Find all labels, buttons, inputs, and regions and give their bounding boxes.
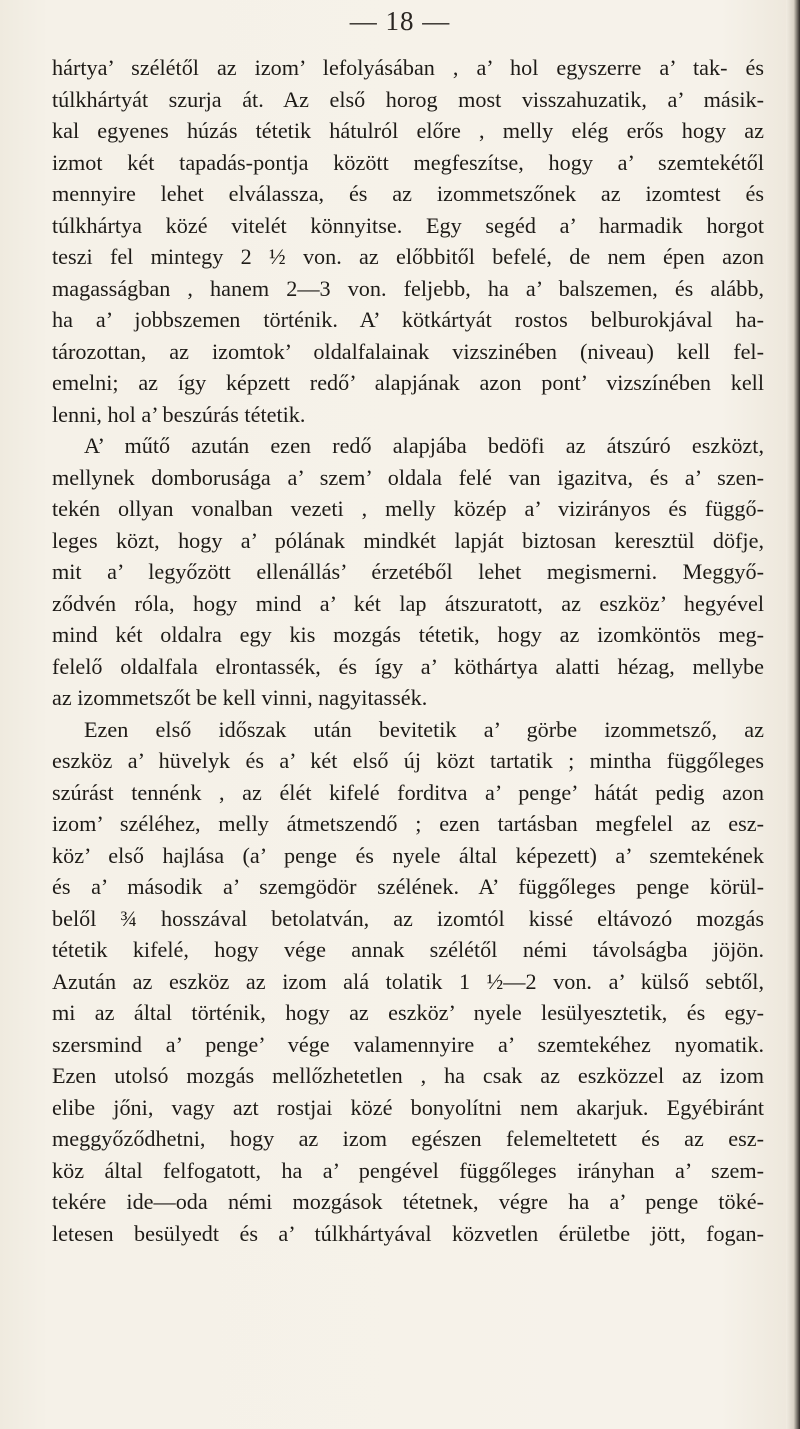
- page-edge-shadow: [786, 0, 800, 1429]
- body-text: [52, 52, 764, 1249]
- text-line: emelni; az így képzett redő’ alapjának azon pont’ vizszínében kell: [52, 370, 764, 395]
- text-line: mind két oldalra egy kis mozgás tétetik, hogy az izomköntös meg-: [52, 622, 764, 647]
- text-line: meggyőződhetni, hogy az izom egészen felemeltetett és az esz-: [52, 1126, 764, 1151]
- text-line: izom’ széléhez, melly átmetszendő ; ezen tartásban megfelel az esz-: [52, 811, 764, 836]
- text-line: ha a’ jobbszemen történik. A’ kötkártyát rostos belburokjával ha-: [52, 307, 764, 332]
- text-line: túlkhártya közé vitelét könnyitse. Egy segéd a’ harmadik horgot: [52, 212, 764, 238]
- paragraph-end-line: lenni, hol a’ beszúrás tétetik.: [52, 401, 306, 427]
- text-line: Azután az eszköz az izom alá tolatik 1 ½—2 von. a’ külső sebtől,: [52, 968, 764, 994]
- text-line: teszi fel mintegy 2 ½ von. az előbbitől befelé, de nem épen azon: [52, 244, 764, 269]
- text-line: Ezen utolsó mozgás mellőzhetetlen , ha csak az eszközzel az izom: [52, 1063, 764, 1088]
- text-line: eszköz a’ hüvelyk és a’ két első új közt tartatik ; mintha függőleges: [52, 748, 764, 773]
- paragraph-end-line: az izommetszőt be kell vinni, nagyitassék.: [52, 685, 428, 710]
- text-line: leges közt, hogy a’ pólának mindkét lapját biztosan keresztül döfje,: [52, 527, 764, 553]
- text-line: köz által felfogatott, ha a’ pengével függőleges irányhan a’ szem-: [52, 1157, 764, 1183]
- text-line: köz’ első hajlása (a’ penge és nyele által képezett) a’ szemtekének: [52, 842, 764, 868]
- text-line: hártya’ szélétől az izom’ lefolyásában , a’ hol egyszerre a’ tak- és: [52, 55, 764, 80]
- text-line: belől ¾ hosszával betolatván, az izomtól kissé eltávozó mozgás: [52, 905, 764, 931]
- text-line: felelő oldalfala elrontassék, és így a’ köthártya alatti hézag, mellybe: [52, 653, 764, 679]
- text-line: mit a’ legyőzött ellenállás’ érzetéből lehet megismerni. Meggyő-: [52, 559, 764, 584]
- text-line: mellynek domborusága a’ szem’ oldala felé van igazitva, és a’ szen-: [52, 464, 764, 490]
- text-line: mi az által történik, hogy az eszköz’ nyele lesülyesztetik, és egy-: [52, 1000, 764, 1025]
- text-line: szersmind a’ penge’ vége valamennyire a’ szemtekéhez nyomatik.: [52, 1031, 764, 1057]
- text-line: szúrást tennénk , az élét kifelé forditva a’ penge’ hátát pedig azon: [52, 779, 764, 805]
- text-line: letesen besülyedt és a’ túlkhártyával közvetlen érületbe jött, fogan-: [52, 1220, 764, 1246]
- text-line: ződvén róla, hogy mind a’ két lap átszuratott, az eszköz’ hegyével: [52, 590, 764, 616]
- text-line: tétetik kifelé, hogy vége annak szélétől némi távolságba jöjön.: [52, 937, 764, 962]
- text-line: magasságban , hanem 2—3 von. feljebb, ha a’ balszemen, és alább,: [52, 275, 764, 301]
- text-line: tekén ollyan vonalban vezeti , melly közép a’ vizirányos és függő-: [52, 496, 764, 521]
- text-line: tekére ide—oda némi mozgások tétetnek, végre ha a’ penge töké-: [52, 1189, 764, 1214]
- text-line: tározottan, az izomtok’ oldalfalainak vizszinében (niveau) kell fel-: [52, 338, 764, 364]
- page-number: — 18 —: [349, 6, 451, 36]
- paragraph-start-line: Ezen első időszak után bevitetik a’ görbe izommetsző, az: [84, 716, 764, 742]
- text-line: elibe jőni, vagy azt rostjai közé bonyolítni nem akarjuk. Egyébiránt: [52, 1094, 764, 1120]
- text-line: izmot két tapadás-pontja között megfeszítse, hogy a’ szemtekétől: [52, 149, 764, 175]
- paragraph-start-line: A’ műtő azután ezen redő alapjába bedöfi az átszúró eszközt,: [84, 433, 764, 458]
- text-line: mennyire lehet elválassza, és az izommetszőnek az izomtest és: [52, 181, 764, 206]
- text-line: kal egyenes húzás tétetik hátulról előre , melly elég erős hogy az: [52, 118, 764, 143]
- text-line: túlkhártyát szurja át. Az első horog most visszahuzatik, a’ másik-: [52, 86, 764, 112]
- text-line: és a’ második a’ szemgödör szélének. A’ függőleges penge körül-: [52, 874, 764, 899]
